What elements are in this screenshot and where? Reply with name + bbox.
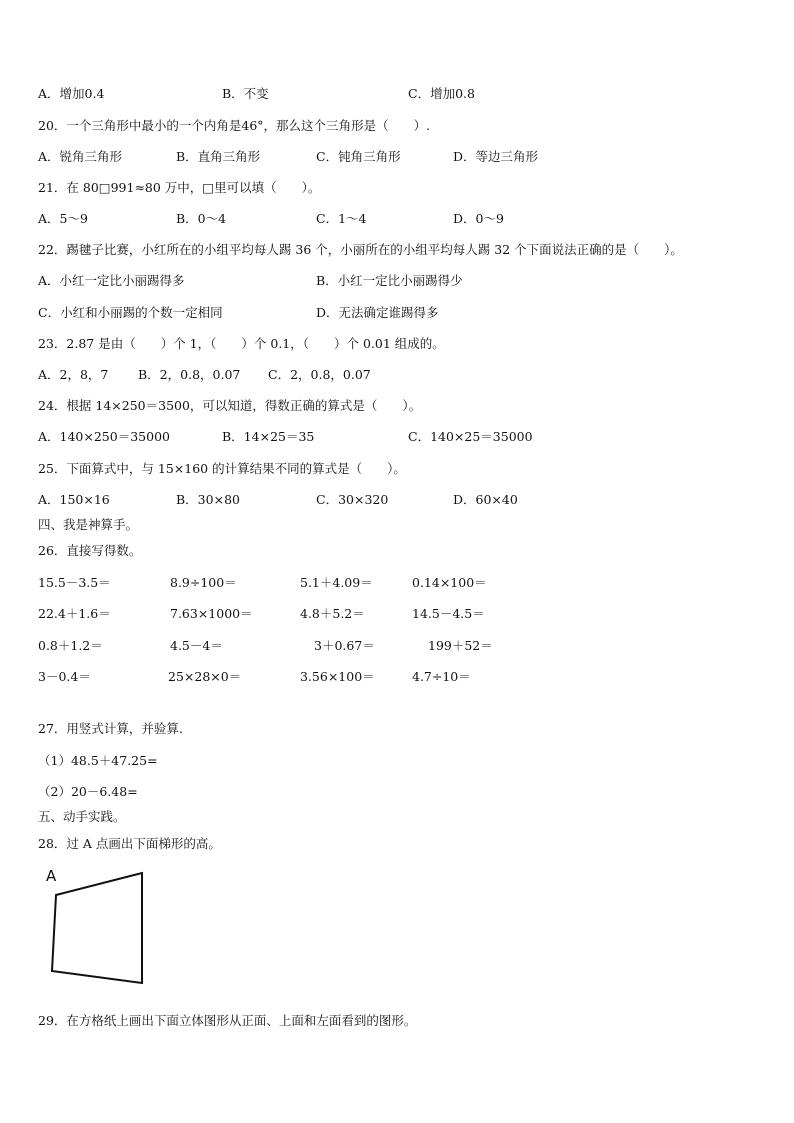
calc-item: 25×28×0＝ (168, 669, 242, 684)
q27-text: 27．用竖式计算，并验算. (38, 721, 183, 736)
q22-option-c: C．小红和小丽踢的个数一定相同 (38, 305, 223, 320)
q26-text: 26．直接写得数。 (38, 543, 142, 558)
q20-option-c: C．钝角三角形 (316, 149, 401, 164)
q22-option-d: D．无法确定谁踢得多 (316, 305, 439, 320)
q24-option-a: A．140×250＝35000 (38, 429, 170, 444)
q21-option-d: D．0～9 (453, 211, 504, 226)
q22-text: 22．踢毽子比赛，小红所在的小组平均每人踢 36 个，小丽所在的小组平均每人踢 32 个下面说法正确的是（ ）。 (38, 242, 683, 257)
q24-option-c: C．140×25＝35000 (408, 429, 533, 444)
q25-option-b: B．30×80 (176, 492, 240, 507)
calc-item: 4.7÷10＝ (412, 669, 471, 684)
q28-text: 28．过 A 点画出下面梯形的高。 (38, 836, 221, 851)
calc-item: 0.8＋1.2＝ (38, 638, 103, 653)
q24-text: 24．根据 14×250＝3500，可以知道，得数正确的算式是（ ）。 (38, 398, 422, 413)
calc-item: 199＋52＝ (428, 638, 493, 653)
q23-option-c: C．2，0.8，0.07 (268, 367, 371, 382)
section-five-heading: 五、动手实践。 (38, 809, 126, 824)
section-four-heading: 四、我是神算手。 (38, 517, 139, 532)
q27-item-1: （1）48.5＋47.25= (38, 753, 158, 768)
calc-item: 4.5－4＝ (170, 638, 223, 653)
calc-item: 0.14×100＝ (412, 575, 487, 590)
q19-option-c: C．增加0.8 (408, 86, 475, 101)
q21-text: 21．在 80□991≈80 万中，□里可以填（ ）。 (38, 180, 321, 195)
q22-option-b: B．小红一定比小丽踢得少 (316, 273, 463, 288)
calc-item: 15.5－3.5＝ (38, 575, 111, 590)
q19-option-a: A．增加0.4 (38, 86, 105, 101)
q21-option-a: A．5～9 (38, 211, 88, 226)
q20-option-b: B．直角三角形 (176, 149, 261, 164)
q27-item-2: （2）20－6.48= (38, 784, 138, 799)
q20-option-a: A．锐角三角形 (38, 149, 123, 164)
trapezoid-shape (52, 873, 142, 983)
calc-item: 22.4＋1.6＝ (38, 606, 111, 621)
q20-option-d: D．等边三角形 (453, 149, 539, 164)
calc-item: 3＋0.67＝ (314, 638, 375, 653)
q19-option-b: B．不变 (222, 86, 269, 101)
calc-item: 3－0.4＝ (38, 669, 91, 684)
q23-option-a: A．2，8，7 (38, 367, 109, 382)
trapezoid-figure (38, 865, 158, 995)
q23-option-b: B．2，0.8，0.07 (138, 367, 241, 382)
calc-item: 8.9÷100＝ (170, 575, 237, 590)
q20-text: 20．一个三角形中最小的一个内角是46°，那么这个三角形是（ ）. (38, 118, 431, 133)
q23-text: 23．2.87 是由（ ）个 1，（ ）个 0.1，（ ）个 0.01 组成的。 (38, 336, 445, 351)
q21-option-c: C．1～4 (316, 211, 367, 226)
calc-item: 5.1＋4.09＝ (300, 575, 373, 590)
q24-option-b: B．14×25＝35 (222, 429, 315, 444)
point-a-label: A (46, 867, 57, 885)
q25-option-a: A．150×16 (38, 492, 110, 507)
q22-option-a: A．小红一定比小丽踢得多 (38, 273, 185, 288)
calc-item: 14.5－4.5＝ (412, 606, 485, 621)
q25-option-c: C．30×320 (316, 492, 389, 507)
q29-text: 29．在方格纸上画出下面立体图形从正面、上面和左面看到的图形。 (38, 1013, 417, 1028)
q25-text: 25．下面算式中，与 15×160 的计算结果不同的算式是（ ）。 (38, 461, 406, 476)
calc-item: 4.8＋5.2＝ (300, 606, 365, 621)
calc-item: 3.56×100＝ (300, 669, 375, 684)
q25-option-d: D．60×40 (453, 492, 518, 507)
calc-item: 7.63×1000＝ (170, 606, 253, 621)
q21-option-b: B．0～4 (176, 211, 227, 226)
